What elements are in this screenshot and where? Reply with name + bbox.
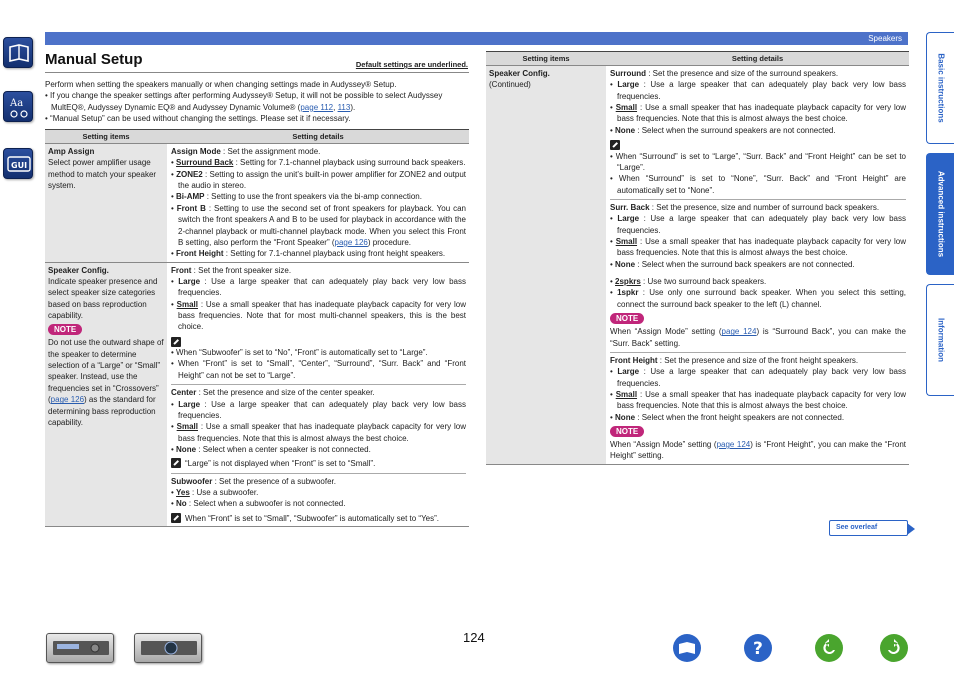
col-header: Setting items: [82, 132, 130, 141]
table-row: Amp Assign Select power amplifier usage method to match your speaker system. Assign Mode : Set the assignment mode. • Surround Back : Setting for 7.1-channel playback using surround back speakers. • ZONE2 : Setting to assign the unit’s built-in power amplifier for ZONE2 and output the audio in stereo. • Bi-AMP : Setting to use the front speakers via the bi-amp connection. • Front B : Setting to use the second set of front speakers for playback. You can switch the front speakers A and B to be used for playback in accordance with the 2-channel playback or multi-channel playback mode. When you select this Front B setting, also perform the “Front Speaker” (page 126) procedure. • Front Height : Setting for 7.1-channel playback using front height speakers.: [45, 144, 469, 263]
col-header: Setting items: [522, 54, 570, 63]
page-link[interactable]: page 124: [716, 440, 751, 450]
forward-icon[interactable]: [879, 633, 909, 663]
help-icon[interactable]: [743, 633, 773, 663]
settings-table-right: [486, 51, 909, 465]
memo-icon: [171, 337, 181, 347]
page-link[interactable]: page 126: [334, 237, 368, 247]
table-header: [45, 130, 469, 144]
setting-name: Speaker Config.: [48, 265, 109, 275]
intro-bullet: • “Manual Setup” can be used without changing the settings. Please set it if necessary.: [45, 114, 351, 124]
section-header-bar: [45, 32, 908, 45]
manual-icon[interactable]: [672, 633, 702, 663]
svg-text:?: ?: [753, 639, 763, 659]
note-badge: NOTE: [610, 426, 644, 437]
table-header: [486, 52, 909, 66]
book-icon[interactable]: [3, 37, 33, 68]
setting-name: Speaker Config.: [489, 69, 550, 78]
svg-text:GUI: GUI: [11, 161, 28, 170]
note-badge: NOTE: [610, 313, 644, 324]
col-header: Setting details: [292, 132, 344, 141]
receiver-front-icon[interactable]: [46, 633, 114, 663]
memo-icon: [610, 140, 620, 150]
setting-desc: Indicate speaker presence and select speaker size categories based on bass reproduction capability.: [48, 276, 158, 321]
page-link[interactable]: 113: [337, 102, 351, 112]
intro-line: Perform when setting the speakers manually or when changing settings made in Audyssey® Setup.: [45, 80, 397, 89]
col-header: Setting details: [731, 54, 784, 63]
svg-text:Aa: Aa: [10, 98, 24, 109]
table-row: Speaker Config. Indicate speaker presence and select speaker size categories based on bass reproduction capability. NOTE Do not use the outward shape of the speaker to determine selection of a “Large” or “Small” speaker. Instead, use the frequencies set in “Crossovers” (page 126) as the standard for determining bass reproduction capability. Front : Set the front speaker size. • Large : Use a large speaker that can adequately play back very low bass frequencies. • Small : Use a small speaker that has inadequate playback capacity for very low bass frequencies. Note that for most multi-channel speakers, this is the best choice. • When “Subwoofer” is set to “No”, “Front” is automatically set to “Large”. • When “Front” is set to “Small”, “Center”, “Surround”, “Surr. Back” and “Front Height” can not be set to “Large”. Center : Set the presence and size of the center speaker. • Large : Use a large speaker that can adequately play back very low bass frequencies. • Small : Use a small speaker that has inadequate playback capacity for very low bass frequencies. Note that this is almost always the best choice. • None : Select when a center speaker is not connected. “Large” is not displayed when “Front” is set to “Small”. Subwoofer : Set the presence of a subwoofer. • Yes : Use a subwoofer. • No : Select when a subwoofer is not connected. When “Front” is set to “Small”, “Subwoofer” is automatically set to “Yes”.: [45, 263, 469, 528]
page-number: 124: [463, 630, 485, 645]
page-link[interactable]: page 112: [300, 102, 334, 112]
setting-name: Amp Assign: [48, 147, 95, 156]
memo-icon: [171, 458, 181, 468]
page-link[interactable]: page 124: [721, 327, 757, 337]
default-note: Default settings are underlined.: [355, 60, 468, 69]
title-divider: [45, 72, 469, 73]
setting-desc: Select power amplifier usage method to match your speaker system.: [48, 158, 157, 191]
tab-information[interactable]: Information: [926, 284, 954, 396]
page-title: Manual Setup: [45, 51, 143, 68]
note-text: Do not use the outward shape of the speaker to determine selection of a “Large” or “Small” speaker. Instead, use the frequencies set in “Crossovers” (page 126) as the standard for determining bass reproduction capability.: [48, 338, 164, 427]
memo-icon: [171, 513, 181, 523]
section-label: Speakers: [868, 34, 902, 43]
see-overleaf-button[interactable]: See overleaf: [829, 520, 908, 536]
intro-bullet: • If you change the speaker settings after performing Audyssey® Setup, it will not be possible to select Audyssey MultEQ®, Audyssey Dynamic EQ® and Audyssey Dynamic Volume® (page 112, 113).: [45, 91, 443, 112]
page-link[interactable]: page 126: [50, 395, 85, 405]
gui-icon[interactable]: [3, 148, 33, 179]
tab-basic-instructions[interactable]: Basic instructions: [926, 32, 954, 144]
intro-text: [45, 79, 469, 124]
back-icon[interactable]: [814, 633, 844, 663]
settings-table-left: [45, 129, 469, 527]
note-badge: NOTE: [48, 324, 82, 335]
text-icon[interactable]: [3, 91, 33, 122]
table-row: Speaker Config. (Continued) Surround : Set the presence and size of the surround speakers. • Large : Use a large speaker that can adequately play back very low bass frequencies. • Small : Use a small speaker that has inadequate playback capacity for very low bass frequencies. Note that this is almost always the best choice. • None : Select when the surround speakers are not connected. • When “Surround” is set to “Large”, “Surr. Back” and “Front Height” can be set to “Large”. • When “Surround” is set to “None”, “Surr. Back” and “Front Height” are automatically set to “None”. Surr. Back : Set the presence, size and number of surround back speakers. • Large : Use a large speaker that can adequately play back very low bass frequencies. • Small : Use a small speaker that has inadequate playback capacity for very low bass frequencies. Note that this is almost always the best choice. • None : Select when the surround back speakers are not connected. • 2spkrs : Use two surround back speakers. • 1spkr : Use only one surround back speaker. When you select this setting, connect the surround back speaker to the left (L) channel. NOTE When “Assign Mode” setting (page 124) is “Surround Back”, you can make the “Surr. Back” setting. Front Height : Set the presence and size of the front height speakers. • Large : Use a large speaker that can adequately play back very low bass frequencies. • Small : Use a small speaker that has inadequate playback capacity for very low bass frequencies. Note that this is almost always the best choice. • None : Select when the front height speakers are not connected. NOTE When “Assign Mode” setting (page 124) is “Front Height”, you can make the “Front Height” setting.: [486, 66, 909, 465]
setting-continued: (Continued): [489, 80, 531, 90]
remote-icon[interactable]: [134, 633, 202, 663]
tab-advanced-instructions[interactable]: Advanced instructions: [926, 153, 954, 275]
